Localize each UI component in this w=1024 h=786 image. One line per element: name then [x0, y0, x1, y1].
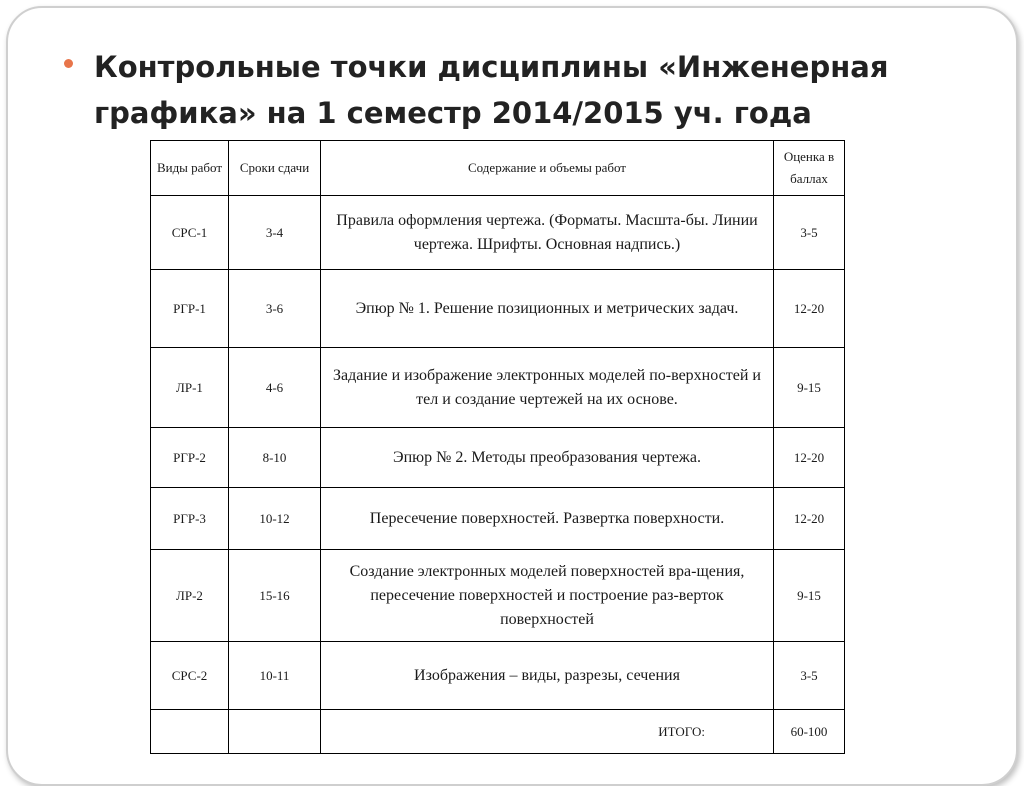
cell-content: Создание электронных моделей поверхностей вра-щения, пересечение поверхностей и построение раз-верток поверхностей — [321, 550, 774, 642]
table-total-row — [151, 710, 845, 754]
header-content: Содержание и объемы работ — [321, 141, 774, 196]
cell-deadline: 4-6 — [229, 348, 321, 428]
total-score: 60-100 — [774, 710, 845, 754]
cell-type: СРС-1 — [151, 196, 229, 270]
cell-content: Правила оформления чертежа. (Форматы. Масшта-бы. Линии чертежа. Шрифты. Основная надпись.) — [321, 196, 774, 270]
total-label: ИТОГО: — [321, 710, 774, 754]
cell-score: 9-15 — [774, 550, 845, 642]
cell-deadline: 10-11 — [229, 642, 321, 710]
cell-deadline: 3-4 — [229, 196, 321, 270]
header-score: Оценка в баллах — [774, 141, 845, 196]
table-row — [151, 348, 845, 428]
table-row — [151, 642, 845, 710]
cell-empty — [151, 710, 229, 754]
cell-deadline: 8-10 — [229, 428, 321, 488]
cell-score: 9-15 — [774, 348, 845, 428]
header-type: Виды работ — [151, 141, 229, 196]
table-row — [151, 196, 845, 270]
cell-type: РГР-3 — [151, 488, 229, 550]
control-points-table — [150, 140, 845, 754]
bullet-icon — [64, 59, 73, 68]
table-row — [151, 550, 845, 642]
table-row — [151, 270, 845, 348]
cell-type: РГР-1 — [151, 270, 229, 348]
slide-title: Контрольные точки дисциплины «Инженерная графика» на 1 семестр 2014/2015 уч. года — [94, 50, 889, 130]
cell-deadline: 3-6 — [229, 270, 321, 348]
cell-content: Задание и изображение электронных моделей по-верхностей и тел и создание чертежей на их основе. — [321, 348, 774, 428]
cell-type: РГР-2 — [151, 428, 229, 488]
cell-type: ЛР-2 — [151, 550, 229, 642]
cell-deadline: 10-12 — [229, 488, 321, 550]
table-row — [151, 428, 845, 488]
cell-deadline: 15-16 — [229, 550, 321, 642]
cell-content: Изображения – виды, разрезы, сечения — [321, 642, 774, 710]
cell-score: 12-20 — [774, 488, 845, 550]
cell-content: Эпюр № 1. Решение позиционных и метрических задач. — [321, 270, 774, 348]
cell-empty — [229, 710, 321, 754]
cell-score: 3-5 — [774, 196, 845, 270]
table-row — [151, 488, 845, 550]
table-header-row — [151, 141, 845, 196]
cell-score: 12-20 — [774, 428, 845, 488]
header-deadline: Сроки сдачи — [229, 141, 321, 196]
cell-score: 3-5 — [774, 642, 845, 710]
cell-type: ЛР-1 — [151, 348, 229, 428]
cell-score: 12-20 — [774, 270, 845, 348]
cell-content: Пересечение поверхностей. Развертка поверхности. — [321, 488, 774, 550]
cell-type: СРС-2 — [151, 642, 229, 710]
cell-content: Эпюр № 2. Методы преобразования чертежа. — [321, 428, 774, 488]
